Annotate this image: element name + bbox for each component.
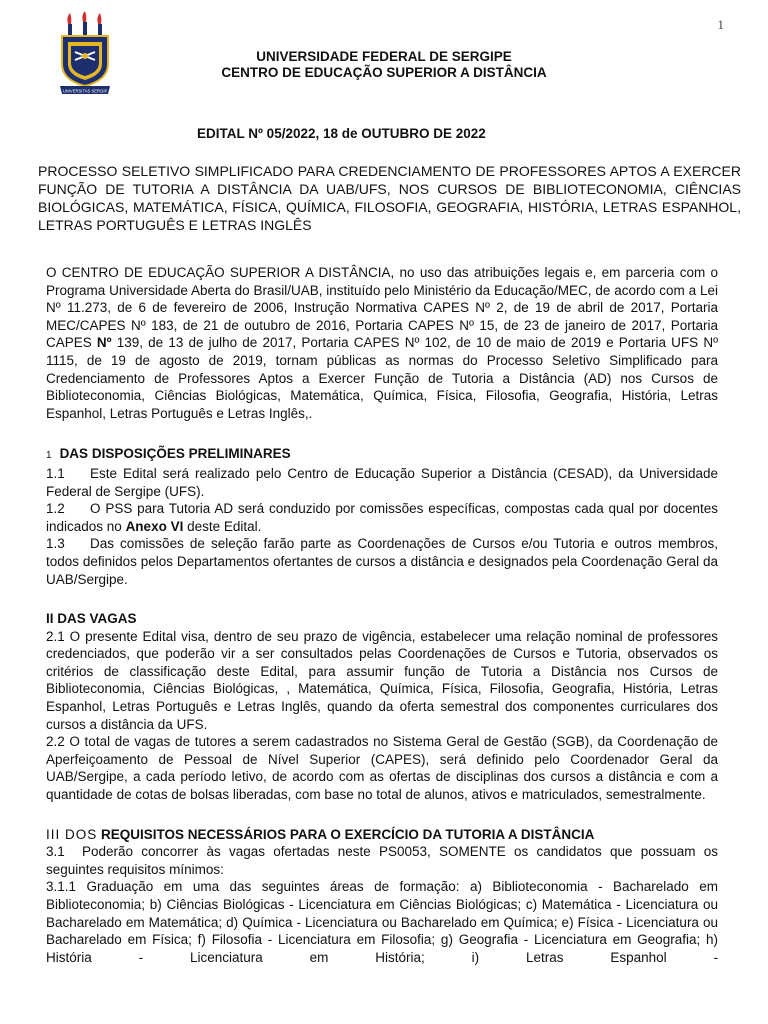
document-header [0,49,768,81]
item-1-1: 1.1 Este Edital será realizado pelo Centro de Educação Superior a Distância (CESAD), da Universidade Federal de Sergipe (UFS). [46,465,718,499]
item-3-1-1: 3.1.1 Graduação em uma das seguintes áreas de formação: a) Biblioteconomia - Bacharelado em Biblioteconomia; b) Ciências Biológicas - Licenciatura em Ciências Biológicas; c) Matemática - Licenciatura ou Bacharelado em Matemática; d) Química - Licenciatura ou Bacharelado em Química; e) Física - Licenciatura ou Bacharelado em Física; f) Filosofia - Licenciatura em Filosofia; g) Geografia - Licenciatura em Geografia; h) História - Licenciatura em História; i) Letras Espanhol - [46,879,718,965]
page-number: 1 [717,17,724,32]
item-2-2: 2.2 O total de vagas de tutores a serem cadastrados no Sistema Geral de Gestão (SGB), da Coordenação de Aperfeiçoamento de Pessoal de Nível Superior (CAPES), será definido pelo Coordenador Geral da UAB/Sergipe, a cada período letivo, de acordo com as ofertas de disciplinas dos cursos a distância e com a quantidade de cotas de bolsas liberadas, com base no total de alunos, ativos e matriculados, semestralmente. [46,734,718,803]
center-name: CENTRO DE EDUCAÇÃO SUPERIOR A DISTÂNCIA [221,65,547,80]
process-title: PROCESSO SELETIVO SIMPLIFICADO PARA CREDENCIAMENTO DE PROFESSORES APTOS A EXERCER FUNÇÃO DE TUTORIA A DISTÂNCIA DA UAB/UFS, NOS CURSOS DE BIBLIOTECONOMIA, CIÊNCIAS BIOLÓGICAS, MATEMÁTICA, FÍSICA, QUÍMICA, FILOSOFIA, GEOGRAFIA, HISTÓRIA, LETRAS ESPANHOL, LETRAS PORTUGUÊS E LETRAS INGLÊS [38,163,741,233]
torch-icon [67,12,102,38]
item-2-1: 2.1 O presente Edital visa, dentro de seu prazo de vigência, estabelecer uma relação nominal de professores credenciados, que poderão vir a ser consultados pelas Coordenações de Cursos e Tutoria, observados os critérios de classificação deste Edital, para assumir função de Tutoria a Distância nos Cursos de Biblioteconomia, Ciências Biológicas, , Matemática, Química, Física, Filosofia, Geografia, História, Letras Espanhol, Letras Português e Letras Inglês, quando da oferta semestral dos componentes curriculares dos cursos a distância da UFS. [46,628,718,732]
intro-paragraph: O CENTRO DE EDUCAÇÃO SUPERIOR A DISTÂNCIA, no uso das atribuições legais e, em parceria com o Programa Universidade Aberta do Brasil/UAB, instituído pelo Ministério da Educação/MEC, de acordo com a Lei Nº 11.273, de 6 de fevereiro de 2006, Instrução Normativa CAPES Nº 2, de 19 de abril de 2017, Portaria MEC/CAPES Nº 183, de 21 de outubro de 2016, Portaria CAPES Nº 15, de 23 de janeiro de 2017, Portaria CAPES Nº 139, de 13 de julho de 2017, Portaria CAPES Nº 102, de 10 de maio de 2019 e Portaria UFS Nº 1115, de 19 de agosto de 2019, tornam públicas as normas do Processo Seletivo Simplificado para Credenciamento de Professores Aptos a Exercer Função de Tutoria a Distância (AD) nos Cursos de Biblioteconomia, Ciências Biológicas, Matemática, Química, Física, Filosofia, Geografia, História, Letras Espanhol, Letras Português e Letras Inglês,. [46,265,718,421]
edict-title: EDITAL Nº 05/2022, 18 de OUTUBRO DE 2022 [197,126,486,141]
item-3-1: 3.1 Poderão concorrer às vagas ofertadas neste PS0053, SOMENTE os candidatos que possuam os seguintes requisitos mínimos: [46,844,718,877]
logo-motto: UNIVERSITAS SERGIP [62,88,108,94]
university-name: UNIVERSIDADE FEDERAL DE SERGIPE [256,49,512,64]
section-1-heading: 1 DAS DISPOSIÇÕES PRELIMINARES [46,446,291,462]
item-1-2: 1.2 O PSS para Tutoria AD será conduzido por comissões específicas, compostas cada qual por docentes indicados no Anexo VI deste Edital. [46,501,718,534]
item-1-3: 1.3 Das comissões de seleção farão parte as Coordenações de Cursos e/ou Tutoria e outros membros, todos definidos pelos Departamentos ofertantes de cursos a distância e designados pela Coordenação Geral da UAB/Sergipe. [46,536,718,587]
document-body [46,264,718,966]
section-2-heading: II DAS VAGAS [46,611,137,627]
section-3-heading: III DOS REQUISITOS NECESSÁRIOS PARA O EXERCÍCIO DA TUTORIA A DISTÂNCIA [46,826,595,842]
